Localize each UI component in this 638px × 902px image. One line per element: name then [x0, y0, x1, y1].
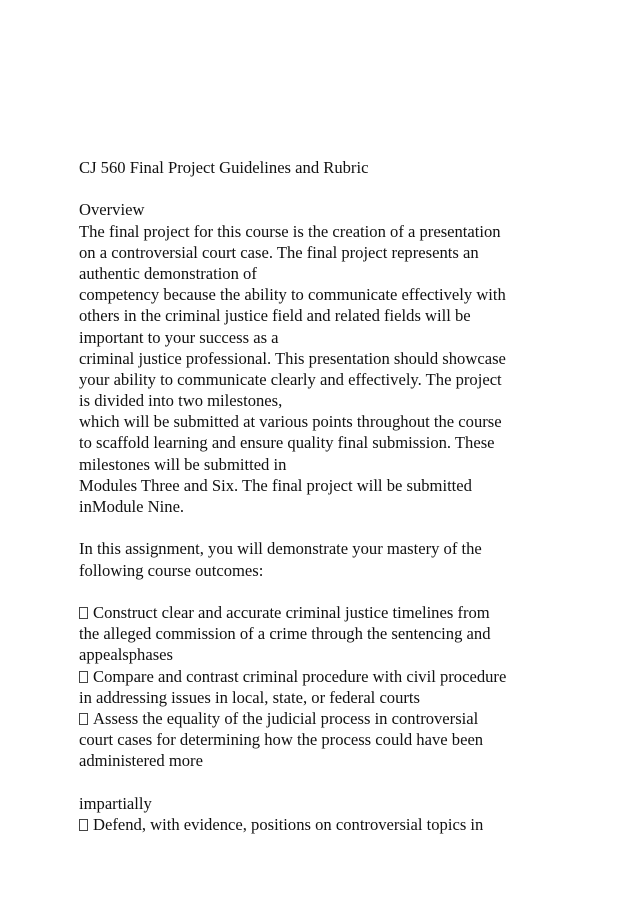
overview-line: important to your success as a — [79, 327, 279, 347]
outcome-line: the alleged commission of a crime through the sentencing and — [79, 624, 491, 644]
overview-line: authentic demonstration of — [79, 263, 257, 283]
outcome-text: Compare and contrast criminal procedure with civil procedure — [93, 666, 507, 686]
overview-line: others in the criminal justice field and related fields will be — [79, 306, 471, 326]
overview-line: on a controversial court case. The final project represents an — [79, 242, 479, 262]
missing-glyph-icon — [79, 713, 88, 725]
outcome-item — [79, 602, 579, 623]
outcome-item — [79, 666, 579, 687]
outcome-text: Assess the equality of the judicial process in controversial — [93, 708, 479, 728]
missing-glyph-icon — [79, 607, 88, 619]
outcome-line: court cases for determining how the process could have been — [79, 730, 484, 750]
intro-line: following course outcomes: — [79, 560, 264, 580]
document-body — [79, 157, 579, 835]
overview-line: competency because the ability to communicate effectively with — [79, 285, 506, 305]
intro-line: In this assignment, you will demonstrate your mastery of the — [79, 539, 482, 559]
outcome-text: Construct clear and accurate criminal justice timelines from — [93, 602, 490, 622]
overview-line: Modules Three and Six. The final project will be submitted — [79, 475, 472, 495]
document-title: CJ 560 Final Project Guidelines and Rubric — [79, 158, 369, 177]
overview-line: to scaffold learning and ensure quality final submission. These — [79, 433, 495, 453]
overview-line: your ability to communicate clearly and effectively. The project — [79, 369, 502, 389]
blank-line — [79, 178, 579, 199]
missing-glyph-icon — [79, 819, 88, 831]
outcome-item — [79, 814, 579, 835]
blank-line — [79, 771, 579, 792]
outcome-line: in addressing issues in local, state, or federal courts — [79, 687, 420, 707]
overview-line: which will be submitted at various points throughout the course — [79, 412, 502, 432]
overview-line: The final project for this course is the creation of a presentation — [79, 221, 501, 241]
blank-line — [79, 517, 579, 538]
overview-line: criminal justice professional. This presentation should showcase — [79, 348, 506, 368]
overview-line: milestones will be submitted in — [79, 454, 287, 474]
outcome-line: administered more — [79, 751, 203, 771]
overview-line: is divided into two milestones, — [79, 391, 283, 411]
outcome-line: impartially — [79, 793, 152, 813]
blank-line — [79, 581, 579, 602]
outcome-line: appealsphases — [79, 645, 173, 665]
missing-glyph-icon — [79, 671, 88, 683]
overview-heading: Overview — [79, 200, 145, 220]
outcome-item — [79, 708, 579, 729]
outcome-text: Defend, with evidence, positions on controversial topics in — [93, 814, 484, 834]
overview-line: inModule Nine. — [79, 497, 185, 516]
